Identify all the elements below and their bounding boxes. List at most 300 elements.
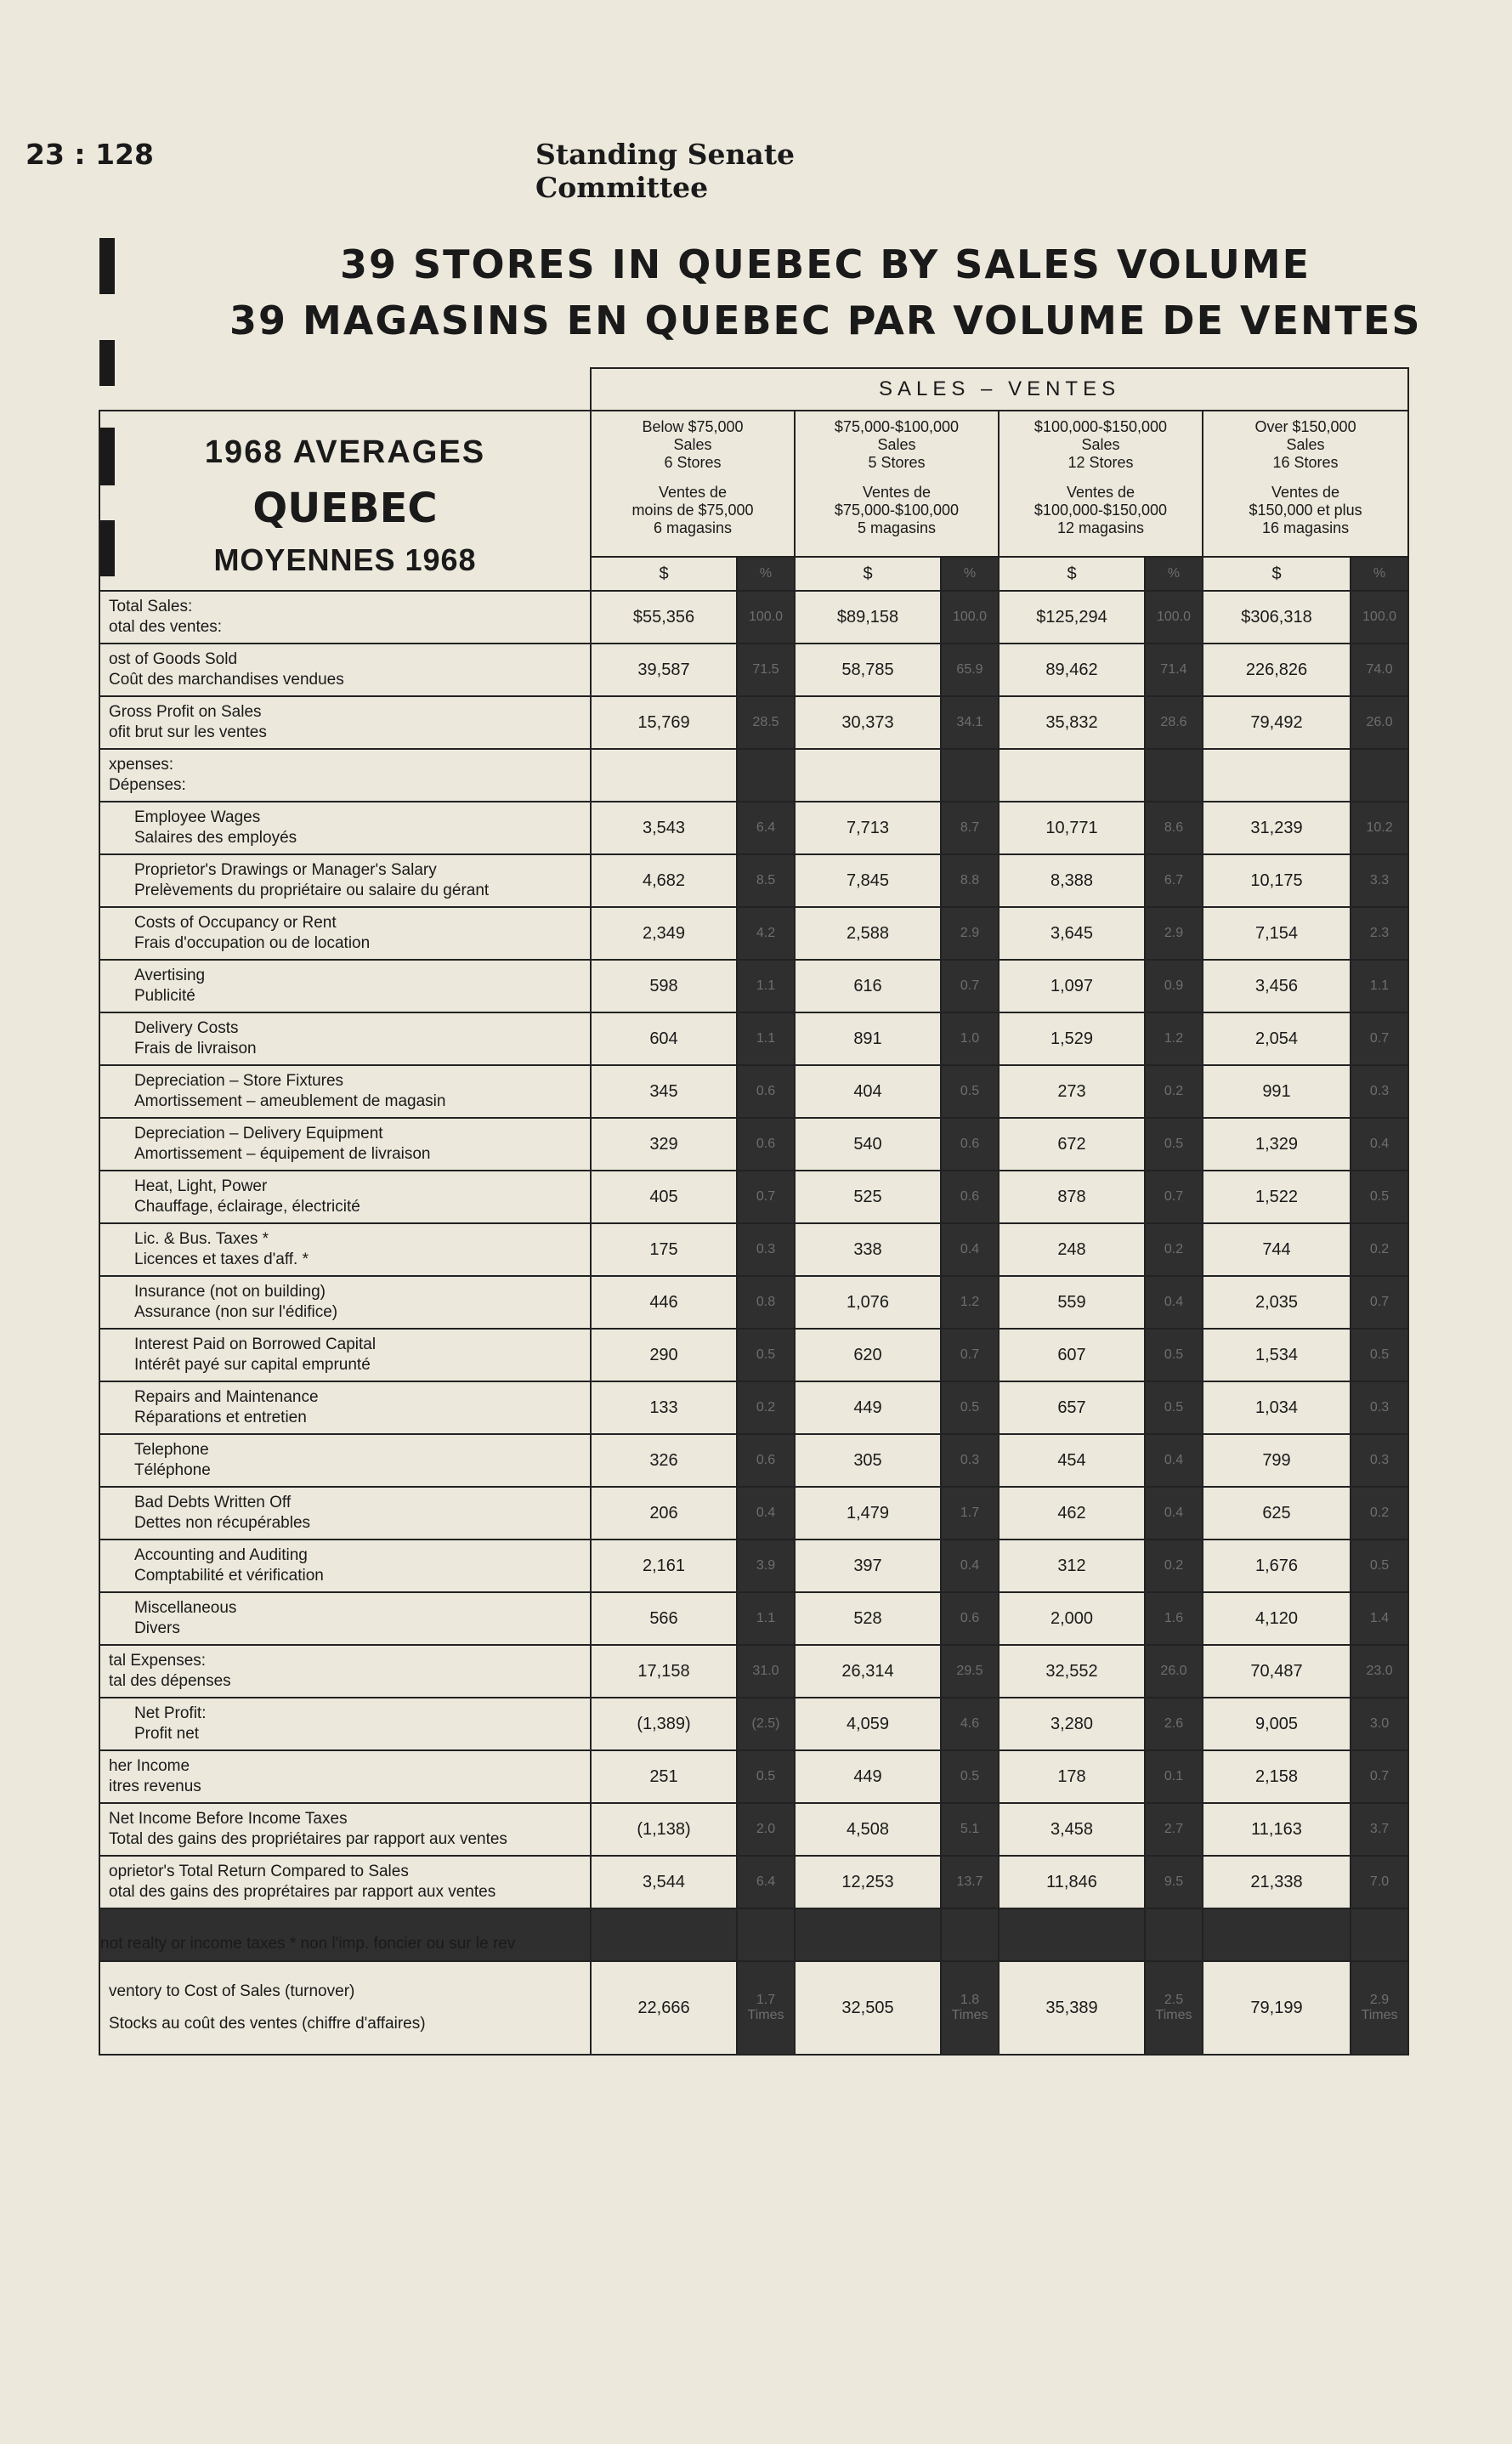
percent-value: 0.6: [941, 1171, 999, 1223]
percent-value: 0.5: [737, 1329, 795, 1381]
row-label: [99, 1381, 591, 1434]
dollar-value: [1203, 749, 1351, 802]
row-label: [99, 749, 591, 802]
row-label: [99, 1171, 591, 1223]
percent-value: 3.7: [1351, 1803, 1408, 1856]
column-header: $100,000-$150,000 Sales 12 Stores Ventes de $100,000-$150,000 12 magasins: [999, 411, 1203, 557]
dollar-value: 305: [795, 1434, 941, 1487]
dollar-value: 616: [795, 960, 941, 1012]
dollar-value: 744: [1203, 1223, 1351, 1276]
percent-value: 13.7: [941, 1856, 999, 1908]
dollar-value: 1,529: [999, 1012, 1145, 1065]
row-label: [99, 696, 591, 749]
turnover-times: 2.9 Times: [1351, 1961, 1408, 2055]
percent-value: 0.5: [1145, 1118, 1203, 1171]
percent-value: 29.5: [941, 1645, 999, 1698]
table-row: [99, 802, 1408, 854]
dollar-value: 345: [591, 1065, 737, 1118]
percent-value: 8.5: [737, 854, 795, 907]
percent-value: 0.4: [941, 1540, 999, 1592]
row-label-french: Licences et taxes d'aff. *: [134, 1250, 309, 1268]
dollar-value: $89,158: [795, 591, 941, 644]
unit-dollar: $: [1203, 557, 1351, 591]
percent-value: 2.7: [1145, 1803, 1203, 1856]
table-row: [99, 696, 1408, 749]
row-label-english: ventory to Cost of Sales (turnover): [109, 1982, 355, 2000]
dollar-value: 89,462: [999, 644, 1145, 696]
percent-value: 8.8: [941, 854, 999, 907]
unit-percent: %: [737, 557, 795, 591]
dollar-value: 559: [999, 1276, 1145, 1329]
row-label: [99, 1329, 591, 1381]
percent-value: 0.5: [737, 1750, 795, 1803]
dollar-value: 251: [591, 1750, 737, 1803]
percent-value: 3.3: [1351, 854, 1408, 907]
table-corner-title: [99, 411, 591, 591]
dollar-value: 878: [999, 1171, 1145, 1223]
percent-value: 0.6: [737, 1065, 795, 1118]
row-label: [99, 854, 591, 907]
dollar-value: 11,163: [1203, 1803, 1351, 1856]
row-label-english: Costs of Occupancy or Rent: [134, 914, 337, 932]
dollar-value: 525: [795, 1171, 941, 1223]
table-row: [99, 1645, 1408, 1698]
dollar-value: 1,329: [1203, 1118, 1351, 1171]
dollar-value: 12,253: [795, 1856, 941, 1908]
table-row: [99, 1434, 1408, 1487]
row-label-english: Proprietor's Drawings or Manager's Salary: [134, 861, 437, 879]
dollar-value: 4,682: [591, 854, 737, 907]
dollar-value: 2,588: [795, 907, 941, 960]
binder-mark: [99, 238, 115, 294]
dollar-value: 405: [591, 1171, 737, 1223]
row-label: [99, 1803, 591, 1856]
dollar-value: 8,388: [999, 854, 1145, 907]
dollar-value: 2,000: [999, 1592, 1145, 1645]
percent-value: 8.6: [1145, 802, 1203, 854]
row-label-english: her Income: [109, 1757, 190, 1775]
dollar-value: 3,645: [999, 907, 1145, 960]
separator-cell: [941, 1908, 999, 1961]
turnover-times: 1.8 Times: [941, 1961, 999, 2055]
row-label-french: otal des gains des proprétaires par rapport aux ventes: [109, 1883, 496, 1901]
row-label-english: oprietor's Total Return Compared to Sales: [109, 1863, 409, 1880]
percent-value: 34.1: [941, 696, 999, 749]
percent-value: 0.2: [1145, 1065, 1203, 1118]
percent-value: 6.7: [1145, 854, 1203, 907]
percent-value: 1.1: [1351, 960, 1408, 1012]
separator-cell: [1351, 1908, 1408, 1961]
percent-value: 0.4: [1145, 1487, 1203, 1540]
row-label-english: Depreciation – Delivery Equipment: [134, 1125, 383, 1143]
table-row: [99, 1487, 1408, 1540]
dollar-value: 26,314: [795, 1645, 941, 1698]
dollar-value: 15,769: [591, 696, 737, 749]
percent-value: 10.2: [1351, 802, 1408, 854]
table-row: [99, 1118, 1408, 1171]
dollar-value: 7,154: [1203, 907, 1351, 960]
row-label-english: Depreciation – Store Fixtures: [134, 1072, 344, 1090]
percent-value: 1.1: [737, 960, 795, 1012]
turnover-row: [99, 1961, 1408, 2055]
dollar-value: 1,522: [1203, 1171, 1351, 1223]
percent-value: 1.1: [737, 1012, 795, 1065]
page-number: 23 : 128: [25, 138, 154, 171]
percent-value: 0.2: [1145, 1223, 1203, 1276]
row-label: [99, 802, 591, 854]
unit-dollar: $: [591, 557, 737, 591]
percent-value: 0.2: [737, 1381, 795, 1434]
separator-cell: [737, 1908, 795, 1961]
row-label: [99, 1065, 591, 1118]
dollar-value: 449: [795, 1381, 941, 1434]
percent-value: 0.7: [737, 1171, 795, 1223]
dollar-value: 326: [591, 1434, 737, 1487]
table-row: [99, 1803, 1408, 1856]
percent-value: 26.0: [1351, 696, 1408, 749]
dollar-value: 39,587: [591, 644, 737, 696]
percent-value: 0.5: [941, 1065, 999, 1118]
blank-corner: [99, 368, 591, 411]
percent-value: 2.9: [941, 907, 999, 960]
row-label-french: Frais d'occupation ou de location: [134, 934, 371, 952]
percent-value: 0.3: [941, 1434, 999, 1487]
turnover-times: 2.5 Times: [1145, 1961, 1203, 2055]
dollar-value: 32,505: [795, 1961, 941, 2055]
row-label-french: Dettes non récupérables: [134, 1514, 311, 1532]
row-label-english: xpenses:: [109, 756, 174, 774]
row-label-french: Total des gains des propriétaires par rapport aux ventes: [109, 1830, 507, 1848]
percent-value: 0.5: [1351, 1171, 1408, 1223]
percent-value: 71.5: [737, 644, 795, 696]
percent-value: 0.7: [1145, 1171, 1203, 1223]
row-label-english: Bad Debts Written Off: [134, 1494, 292, 1511]
dollar-value: (1,389): [591, 1698, 737, 1750]
moyennes-label: MOYENNES 1968: [213, 542, 477, 577]
row-label-english: Heat, Light, Power: [134, 1177, 268, 1195]
dollar-value: 799: [1203, 1434, 1351, 1487]
dollar-value: 32,552: [999, 1645, 1145, 1698]
title-english: 39 STORES IN QUEBEC BY SALES VOLUME: [340, 241, 1311, 287]
dollar-value: 7,713: [795, 802, 941, 854]
row-label-french: Salaires des employés: [134, 829, 297, 847]
percent-value: 0.9: [1145, 960, 1203, 1012]
dollar-value: $125,294: [999, 591, 1145, 644]
province-label: QUEBEC: [252, 484, 438, 532]
row-label-english: Miscellaneous: [134, 1599, 237, 1617]
table-row: [99, 644, 1408, 696]
dollar-value: [591, 749, 737, 802]
unit-percent: %: [1145, 557, 1203, 591]
percent-value: 31.0: [737, 1645, 795, 1698]
stats-table: [99, 367, 1409, 2056]
row-label: [99, 1645, 591, 1698]
title-french: 39 MAGASINS EN QUEBEC PAR VOLUME DE VENTES: [229, 298, 1422, 343]
column-header: $75,000-$100,000 Sales 5 Stores Ventes de $75,000-$100,000 5 magasins: [795, 411, 999, 557]
percent-value: 23.0: [1351, 1645, 1408, 1698]
dollar-value: 2,349: [591, 907, 737, 960]
dollar-value: 1,097: [999, 960, 1145, 1012]
percent-value: 3.0: [1351, 1698, 1408, 1750]
percent-value: 1.6: [1145, 1592, 1203, 1645]
percent-value: 0.6: [941, 1118, 999, 1171]
percent-value: (2.5): [737, 1698, 795, 1750]
separator-cell: [999, 1908, 1145, 1961]
percent-value: 1.7: [941, 1487, 999, 1540]
row-label-french: Amortissement – équipement de livraison: [134, 1145, 431, 1163]
row-label-french: Chauffage, éclairage, électricité: [134, 1198, 360, 1216]
percent-value: 0.7: [941, 960, 999, 1012]
dollar-value: 3,280: [999, 1698, 1145, 1750]
row-label-english: Lic. & Bus. Taxes *: [134, 1230, 269, 1248]
percent-value: 1.0: [941, 1012, 999, 1065]
percent-value: 100.0: [941, 591, 999, 644]
dollar-value: 625: [1203, 1487, 1351, 1540]
percent-value: 2.0: [737, 1803, 795, 1856]
dollar-value: 273: [999, 1065, 1145, 1118]
row-label-english: Avertising: [134, 967, 206, 984]
row-label-french: Prelèvements du propriétaire ou salaire du gérant: [134, 882, 490, 899]
row-label-french: Profit net: [134, 1725, 200, 1743]
dollar-value: 9,005: [1203, 1698, 1351, 1750]
percent-value: 9.5: [1145, 1856, 1203, 1908]
dollar-value: 397: [795, 1540, 941, 1592]
percent-value: 0.4: [1351, 1118, 1408, 1171]
row-label-english: Interest Paid on Borrowed Capital: [134, 1335, 377, 1353]
table-row: [99, 1223, 1408, 1276]
dollar-value: 540: [795, 1118, 941, 1171]
committee-name: Standing Senate Committee: [535, 138, 796, 204]
percent-value: 100.0: [1351, 591, 1408, 644]
dollar-value: 17,158: [591, 1645, 737, 1698]
dollar-value: 2,035: [1203, 1276, 1351, 1329]
row-label-english: Employee Wages: [134, 808, 261, 826]
table-row: [99, 1381, 1408, 1434]
dollar-value: 329: [591, 1118, 737, 1171]
dollar-value: $306,318: [1203, 591, 1351, 644]
separator-cell: [1145, 1908, 1203, 1961]
percent-value: 6.4: [737, 802, 795, 854]
percent-value: 100.0: [1145, 591, 1203, 644]
row-label-french: Stocks au coût des ventes (chiffre d'affaires): [109, 2015, 426, 2033]
dollar-value: 607: [999, 1329, 1145, 1381]
table-row: [99, 1012, 1408, 1065]
percent-value: 1.1: [737, 1592, 795, 1645]
row-label-french: Frais de livraison: [134, 1040, 257, 1058]
percent-value: 0.2: [1351, 1487, 1408, 1540]
row-label-english: Accounting and Auditing: [134, 1546, 308, 1564]
dollar-value: 31,239: [1203, 802, 1351, 854]
dollar-value: 620: [795, 1329, 941, 1381]
row-label-french: Téléphone: [134, 1461, 211, 1479]
percent-value: 0.8: [737, 1276, 795, 1329]
dollar-value: 3,544: [591, 1856, 737, 1908]
percent-value: 0.5: [1145, 1329, 1203, 1381]
row-label: [99, 1276, 591, 1329]
percent-value: 71.4: [1145, 644, 1203, 696]
table-row: [99, 854, 1408, 907]
percent-value: 2.9: [1145, 907, 1203, 960]
dollar-value: [795, 749, 941, 802]
dollar-value: 35,389: [999, 1961, 1145, 2055]
page-header: [25, 138, 969, 204]
row-label-french: Assurance (non sur l'édifice): [134, 1303, 338, 1321]
dollar-value: 58,785: [795, 644, 941, 696]
dollar-value: 35,832: [999, 696, 1145, 749]
table-row: [99, 1329, 1408, 1381]
percent-value: 0.4: [1145, 1434, 1203, 1487]
dollar-value: 4,508: [795, 1803, 941, 1856]
table-row: [99, 1592, 1408, 1645]
dollar-value: 891: [795, 1012, 941, 1065]
table-row: [99, 1540, 1408, 1592]
column-header: Over $150,000 Sales 16 Stores Ventes de $150,000 et plus 16 magasins: [1203, 411, 1408, 557]
turnover-times: 1.7 Times: [737, 1961, 795, 2055]
unit-dollar: $: [795, 557, 941, 591]
dollar-value: 79,492: [1203, 696, 1351, 749]
dollar-value: 1,676: [1203, 1540, 1351, 1592]
table-row: [99, 960, 1408, 1012]
row-label: [99, 591, 591, 644]
row-label-english: Insurance (not on building): [134, 1283, 326, 1301]
dollar-value: 30,373: [795, 696, 941, 749]
row-label-french: tal des dépenses: [109, 1672, 231, 1690]
percent-value: 4.2: [737, 907, 795, 960]
row-label-french: Dépenses:: [109, 776, 186, 794]
row-label: [99, 1223, 591, 1276]
percent-value: 65.9: [941, 644, 999, 696]
percent-value: 0.3: [1351, 1065, 1408, 1118]
percent-value: 0.4: [1145, 1276, 1203, 1329]
table-row: [99, 1171, 1408, 1223]
averages-label: 1968 AVERAGES: [204, 434, 486, 470]
percent-value: 1.2: [941, 1276, 999, 1329]
row-label-english: Gross Profit on Sales: [109, 703, 262, 721]
table-row: [99, 1276, 1408, 1329]
percent-value: 5.1: [941, 1803, 999, 1856]
dollar-value: 4,120: [1203, 1592, 1351, 1645]
row-label: [99, 1750, 591, 1803]
row-label-french: Comptabilité et vérification: [134, 1567, 324, 1585]
percent-value: 0.7: [941, 1329, 999, 1381]
percent-value: 2.3: [1351, 907, 1408, 960]
percent-value: 0.4: [941, 1223, 999, 1276]
dollar-value: 462: [999, 1487, 1145, 1540]
percent-value: 0.1: [1145, 1750, 1203, 1803]
unit-percent: %: [1351, 557, 1408, 591]
percent-value: 26.0: [1145, 1645, 1203, 1698]
percent-value: 0.6: [941, 1592, 999, 1645]
row-label: [99, 1698, 591, 1750]
percent-value: 0.6: [737, 1118, 795, 1171]
dollar-value: 70,487: [1203, 1645, 1351, 1698]
row-label-english: tal Expenses:: [109, 1652, 207, 1670]
dollar-value: 3,456: [1203, 960, 1351, 1012]
percent-value: 28.5: [737, 696, 795, 749]
table-row: [99, 749, 1408, 802]
percent-value: 28.6: [1145, 696, 1203, 749]
dollar-value: 3,543: [591, 802, 737, 854]
footnote: not realty or income taxes * non l'imp. foncier ou sur le rev: [100, 1935, 516, 1953]
row-label: [99, 644, 591, 696]
percent-value: 8.7: [941, 802, 999, 854]
percent-value: [737, 749, 795, 802]
dollar-value: 10,175: [1203, 854, 1351, 907]
row-label: [99, 1592, 591, 1645]
table-row: [99, 907, 1408, 960]
table-row: [99, 1065, 1408, 1118]
percent-value: 0.5: [1351, 1329, 1408, 1381]
percent-value: 0.4: [737, 1487, 795, 1540]
dollar-value: $55,356: [591, 591, 737, 644]
separator-cell: [591, 1908, 737, 1961]
dollar-value: 404: [795, 1065, 941, 1118]
percent-value: [941, 749, 999, 802]
percent-value: 100.0: [737, 591, 795, 644]
table-row: [99, 1750, 1408, 1803]
dollar-value: 991: [1203, 1065, 1351, 1118]
sales-group-header: SALES – VENTES: [591, 368, 1408, 411]
dollar-value: 175: [591, 1223, 737, 1276]
report-title: [229, 236, 1422, 349]
percent-value: 74.0: [1351, 644, 1408, 696]
percent-value: 1.4: [1351, 1592, 1408, 1645]
dollar-value: 22,666: [591, 1961, 737, 2055]
row-label-french: Publicité: [134, 987, 195, 1005]
row-label-french: itres revenus: [109, 1778, 201, 1795]
percent-value: 0.3: [737, 1223, 795, 1276]
dollar-value: 133: [591, 1381, 737, 1434]
row-label-french: Intérêt payé sur capital emprunté: [134, 1356, 371, 1374]
percent-value: 0.7: [1351, 1750, 1408, 1803]
dollar-value: 290: [591, 1329, 737, 1381]
dollar-value: 11,846: [999, 1856, 1145, 1908]
separator-cell: [1203, 1908, 1351, 1961]
dollar-value: 312: [999, 1540, 1145, 1592]
row-label-english: Net Profit:: [134, 1704, 207, 1722]
dollar-value: 79,199: [1203, 1961, 1351, 2055]
row-label-english: Net Income Before Income Taxes: [109, 1810, 348, 1828]
dollar-value: [999, 749, 1145, 802]
dollar-value: 2,054: [1203, 1012, 1351, 1065]
percent-value: 0.5: [1145, 1381, 1203, 1434]
dollar-value: 4,059: [795, 1698, 941, 1750]
dollar-value: 449: [795, 1750, 941, 1803]
dollar-value: 2,158: [1203, 1750, 1351, 1803]
dollar-value: 178: [999, 1750, 1145, 1803]
row-label-french: Réparations et entretien: [134, 1409, 307, 1426]
table-body: [99, 591, 1408, 2055]
dollar-value: 566: [591, 1592, 737, 1645]
row-label-french: Coût des marchandises vendues: [109, 671, 344, 689]
dollar-value: 10,771: [999, 802, 1145, 854]
dollar-value: 248: [999, 1223, 1145, 1276]
row-label: [99, 1856, 591, 1908]
dollar-value: 1,076: [795, 1276, 941, 1329]
dollar-value: 226,826: [1203, 644, 1351, 696]
dollar-value: 338: [795, 1223, 941, 1276]
row-label-english: Delivery Costs: [134, 1019, 239, 1037]
dollar-value: 1,034: [1203, 1381, 1351, 1434]
dollar-value: 672: [999, 1118, 1145, 1171]
dollar-value: 21,338: [1203, 1856, 1351, 1908]
percent-value: 0.3: [1351, 1381, 1408, 1434]
dollar-value: 446: [591, 1276, 737, 1329]
dollar-value: 1,534: [1203, 1329, 1351, 1381]
table-row: [99, 1698, 1408, 1750]
dollar-value: 7,845: [795, 854, 941, 907]
row-label: [99, 1012, 591, 1065]
